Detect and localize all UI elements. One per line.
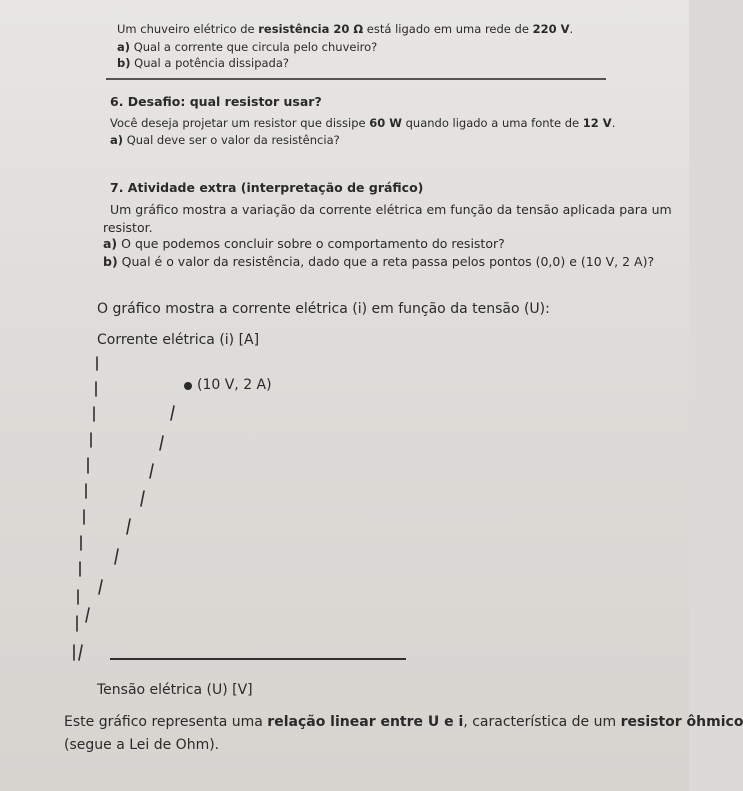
highlight-linear: relação linear entre U e i xyxy=(267,714,464,730)
statement-text: Você deseja projetar um resistor que dissipe xyxy=(110,116,370,130)
voltage-value: 220 V xyxy=(532,22,570,36)
line-segment xyxy=(127,519,130,534)
conclusion-text: , característica de um xyxy=(463,714,621,730)
statement-text: quando ligado a uma fonte de xyxy=(401,116,583,130)
x-axis-line xyxy=(110,658,406,660)
statement-text: está ligado em uma rede de xyxy=(363,22,533,36)
line-segment xyxy=(115,549,118,564)
line-segment xyxy=(171,406,174,420)
statement-text: . xyxy=(611,116,616,130)
problem7-title: 7. Atividade extra (interpretação de gráfico) xyxy=(110,180,424,195)
voltage-value: 12 V xyxy=(582,116,612,130)
problem7-statement-line2: resistor. xyxy=(103,220,153,235)
question-text: Qual a corrente que circula pelo chuveiro? xyxy=(133,40,378,54)
highlight-ohmic: resistor ôhmico xyxy=(620,714,743,730)
data-point xyxy=(184,382,192,390)
question-text: Qual é o valor da resistência, dado que a reta passa pelos pontos (0,0) e (10 V, 2 A)? xyxy=(121,254,655,269)
line-segment xyxy=(79,645,82,660)
question-label: a) xyxy=(117,40,131,54)
conclusion-text: Este gráfico representa uma xyxy=(64,714,268,730)
question-text: Qual a potência dissipada? xyxy=(134,56,289,70)
power-value: 60 W xyxy=(369,116,402,130)
line-segment xyxy=(99,580,102,594)
conclusion-line1 xyxy=(64,715,743,729)
point-label: (10 V, 2 A) xyxy=(197,377,272,393)
graph-intro: O gráfico mostra a corrente elétrica (i) em função da tensão (U): xyxy=(97,301,550,317)
question-text: Qual deve ser o valor da resistência? xyxy=(126,133,340,147)
graph-y-axis-label: Corrente elétrica (i) [A] xyxy=(97,332,260,348)
problem7-statement-line1: Um gráfico mostra a variação da corrente elétrica em função da tensão aplicada para um xyxy=(110,202,672,217)
line-segment xyxy=(141,491,144,506)
statement-text: . xyxy=(569,22,574,36)
question-text: O que podemos concluir sobre o comportamento do resistor? xyxy=(121,236,505,251)
line-segment xyxy=(150,464,153,478)
graph-x-axis-label: Tensão elétrica (U) [V] xyxy=(97,682,253,698)
line-segment xyxy=(86,608,89,622)
line-segment xyxy=(160,436,163,450)
question-label: a) xyxy=(103,236,118,251)
resistance-value: resistência 20 Ω xyxy=(258,22,364,36)
question-label: a) xyxy=(110,133,124,147)
problem6-title: 6. Desafio: qual resistor usar? xyxy=(110,94,322,109)
question-label: b) xyxy=(103,254,118,269)
statement-text: Um chuveiro elétrico de xyxy=(117,22,259,36)
conclusion-line2: (segue a Lei de Ohm). xyxy=(64,737,220,753)
question-label: b) xyxy=(117,56,131,70)
